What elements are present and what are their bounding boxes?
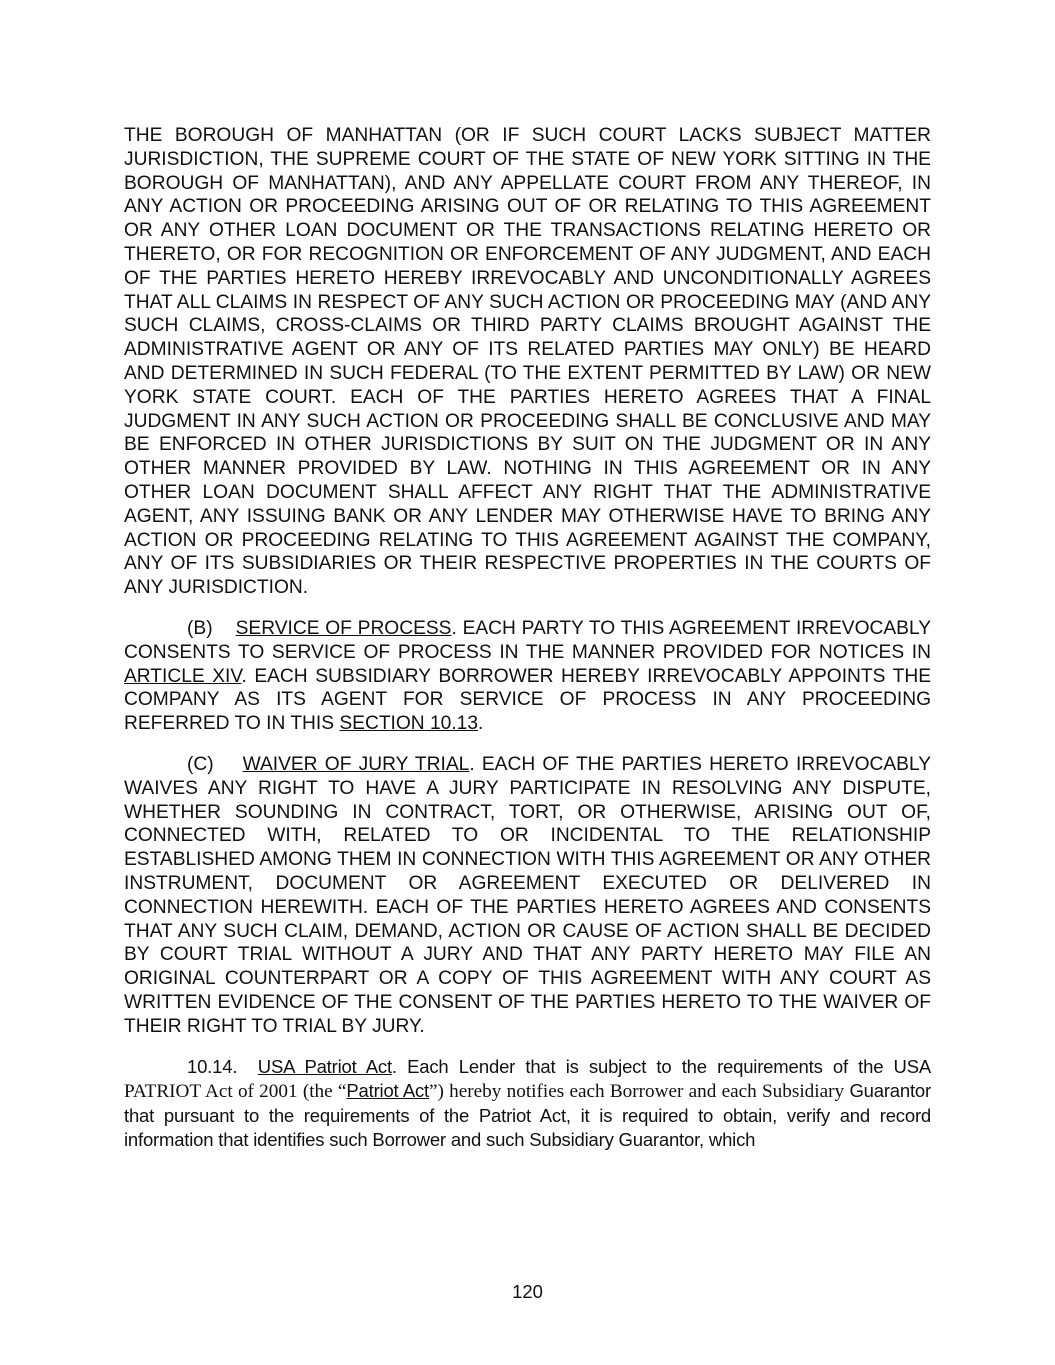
section-b-text: . EACH PARTY TO THIS AGREEMENT IRREVOCABLY CONSENTS TO SERVICE OF PROCESS IN THE MANNER PROVIDED FOR NOTICES IN	[124, 617, 931, 663]
patriot-act-heading: USA Patriot Act	[257, 1056, 392, 1078]
section-c-text: . EACH OF THE PARTIES HERETO IRREVOCABLY WAIVES ANY RIGHT TO HAVE A JURY PARTICIPATE IN RESOLVING ANY DISPUTE, WHETHER SOUNDING IN CONTRACT, TORT, OR OTHERWISE, ARISING OUT OF, CONNECTED WITH, RELATED TO OR INCIDENTAL TO THE RELATIONSHIP ESTABLISHED AMONG THEM IN CONNECTION WITH THIS AGREEMENT OR ANY OTHER INSTRUMENT, DOCUMENT OR AGREEMENT EXECUTED OR DELIVERED IN CONNECTION HEREWITH. EACH OF THE PARTIES HERETO AGREES AND CONSENTS THAT ANY SUCH CLAIM, DEMAND, ACTION OR CAUSE OF ACTION SHALL BE DECIDED BY COURT TRIAL WITHOUT A JURY AND THAT ANY PARTY HERETO MAY FILE AN ORIGINAL COUNTERPART OR A COPY OF THIS AGREEMENT WITH ANY COURT AS WRITTEN EVIDENCE OF THE CONSENT OF THE PARTIES HERETO TO THE WAIVER OF THEIR RIGHT TO TRIAL BY JURY.	[124, 753, 932, 1037]
jurisdiction-paragraph: THE BOROUGH OF MANHATTAN (OR IF SUCH COURT LACKS SUBJECT MATTER JURISDICTION, THE SUPREME COURT OF THE STATE OF NEW YORK SITTING IN THE BOROUGH OF MANHATTAN), AND ANY APPELLATE COURT FROM ANY THEREOF, IN ANY ACTION OR PROCEEDING ARISING OUT OF OR RELATING TO THIS AGREEMENT OR ANY OTHER LOAN DOCUMENT OR THE TRANSACTIONS RELATING HERETO OR THERETO, OR FOR RECOGNITION OR ENFORCEMENT OF ANY JUDGMENT, AND EACH OF THE PARTIES HERETO HEREBY IRREVOCABLY AND UNCONDITIONALLY AGREES THAT ALL CLAIMS IN RESPECT OF ANY SUCH ACTION OR PROCEEDING MAY (AND ANY SUCH CLAIMS, CROSS-CLAIMS OR THIRD PARTY CLAIMS BROUGHT AGAINST THE ADMINISTRATIVE AGENT OR ANY OF ITS RELATED PARTIES MAY ONLY) BE HEARD AND DETERMINED IN SUCH FEDERAL (TO THE EXTENT PERMITTED BY LAW) OR NEW YORK STATE COURT. EACH OF THE PARTIES HERETO AGREES THAT A FINAL JUDGMENT IN ANY SUCH ACTION OR PROCEEDING SHALL BE CONCLUSIVE AND MAY BE ENFORCED IN OTHER JURISDICTIONS BY SUIT ON THE JUDGMENT OR IN ANY OTHER MANNER PROVIDED BY LAW. NOTHING IN THIS AGREEMENT OR IN ANY OTHER LOAN DOCUMENT SHALL AFFECT ANY RIGHT THAT THE ADMINISTRATIVE AGENT, ANY ISSUING BANK OR ANY LENDER MAY OTHERWISE HAVE TO BRING ANY ACTION OR PROCEEDING RELATING TO THIS AGREEMENT AGAINST THE COMPANY, ANY OF ITS SUBSIDIARIES OR THEIR RESPECTIVE PROPERTIES IN THE COURTS OF ANY JURISDICTION.	[124, 125, 931, 599]
section-number: 10.14.	[187, 1056, 238, 1078]
patriot-act-text: . Each Lender that is subject to the requirements of the USA	[391, 1056, 931, 1078]
waiver-of-jury-trial-paragraph	[124, 753, 931, 1039]
patriot-act-defined-term: Patriot Act	[346, 1080, 429, 1102]
section-b-label: (B)	[187, 617, 213, 639]
usa-patriot-act-paragraph	[124, 1055, 931, 1151]
section-b-text-continued: . EACH SUBSIDIARY BORROWER HEREBY IRREVOCABLY APPOINTS THE COMPANY AS ITS AGENT FOR SERVICE OF PROCESS IN ANY PROCEEDING REFERRED TO IN THIS	[124, 665, 932, 735]
document-page	[124, 124, 931, 1152]
section-10-13-reference: SECTION 10.13	[339, 713, 479, 735]
patriot-act-serif-text: PATRIOT Act of 2001 (the “	[124, 1081, 347, 1103]
section-b-heading: SERVICE OF PROCESS	[235, 617, 452, 639]
page-number: 120	[512, 1281, 543, 1302]
section-b-period: .	[478, 713, 484, 735]
patriot-act-text-continued: Guarantor that pursuant to the requirements of the Patriot Act, it is required to obtain, verify and record information that identifies such Borrower and such Subsidiary Guarantor, which	[124, 1080, 931, 1150]
section-c-heading: WAIVER OF JURY TRIAL	[242, 753, 470, 775]
article-xiv-reference: ARTICLE XIV	[124, 665, 242, 687]
patriot-act-serif-text-2: ”) hereby notifies each Borrower and each Subsidiary	[429, 1081, 845, 1103]
service-of-process-paragraph	[124, 617, 931, 736]
section-c-label: (C)	[187, 753, 214, 775]
